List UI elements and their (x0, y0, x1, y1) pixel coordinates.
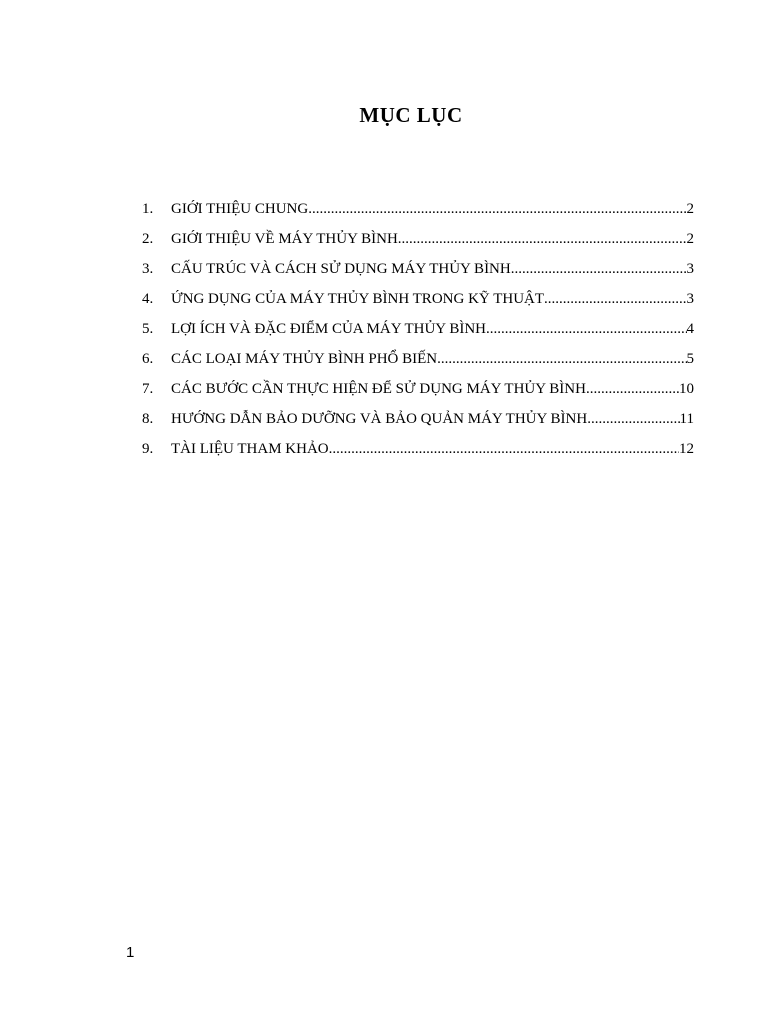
toc-entry-page: 2 (686, 231, 694, 247)
table-of-contents (142, 198, 694, 468)
toc-entry[interactable] (142, 318, 694, 348)
toc-entry-label: CÁC LOẠI MÁY THỦY BÌNH PHỔ BIẾN (171, 351, 438, 367)
toc-dot-leader (437, 348, 686, 370)
toc-dot-leader (398, 228, 687, 250)
toc-dot-leader (544, 288, 686, 310)
toc-dot-leader (486, 318, 687, 340)
toc-entry[interactable] (142, 198, 694, 228)
toc-entry-number: 5. (142, 321, 154, 337)
toc-entry-number: 1. (142, 201, 154, 217)
toc-dot-leader (308, 198, 686, 220)
toc-entry-number: 9. (142, 441, 154, 457)
page-number: 1 (126, 944, 135, 961)
toc-entry-label: CÁC BƯỚC CẦN THỰC HIỆN ĐỂ SỬ DỤNG MÁY THỦY BÌNH (171, 381, 586, 397)
toc-entry[interactable] (142, 258, 694, 288)
toc-dot-leader (329, 438, 679, 460)
toc-entry-number: 7. (142, 381, 154, 397)
toc-entry-label: ỨNG DỤNG CỦA MÁY THỦY BÌNH TRONG KỸ THUẬT (171, 291, 545, 307)
toc-dot-leader (586, 378, 679, 400)
toc-entry-page: 5 (686, 351, 694, 367)
toc-entry-number: 3. (142, 261, 154, 277)
toc-entry-label: GIỚI THIỆU CHUNG (171, 201, 309, 217)
toc-entry-label: HƯỚNG DẪN BẢO DƯỠNG VÀ BẢO QUẢN MÁY THỦY BÌNH (171, 411, 588, 427)
toc-entry-page: 3 (686, 291, 694, 307)
toc-entry-label: GIỚI THIỆU VỀ MÁY THỦY BÌNH (171, 231, 398, 247)
toc-entry-number: 6. (142, 351, 154, 367)
toc-entry[interactable] (142, 288, 694, 318)
toc-entry-number: 4. (142, 291, 154, 307)
toc-entry[interactable] (142, 408, 694, 438)
toc-entry[interactable] (142, 348, 694, 378)
toc-entry-page: 12 (679, 441, 694, 457)
toc-entry-label: TÀI LIỆU THAM KHẢO (171, 441, 329, 457)
toc-entry[interactable] (142, 228, 694, 258)
toc-entry-page: 4 (686, 321, 694, 337)
toc-entry[interactable] (142, 438, 694, 468)
toc-entry-page: 2 (686, 201, 694, 217)
toc-entry-label: CẤU TRÚC VÀ CÁCH SỬ DỤNG MÁY THỦY BÌNH (171, 261, 511, 277)
page-title: MỤC LỤC (359, 103, 463, 127)
toc-entry[interactable] (142, 378, 694, 408)
toc-dot-leader (587, 408, 679, 430)
toc-entry-page: 11 (679, 411, 694, 427)
toc-entry-number: 2. (142, 231, 154, 247)
toc-entry-number: 8. (142, 411, 154, 427)
toc-dot-leader (511, 258, 687, 280)
toc-entry-label: LỢI ÍCH VÀ ĐẶC ĐIỂM CỦA MÁY THỦY BÌNH (171, 321, 486, 337)
toc-entry-page: 10 (679, 381, 694, 397)
toc-entry-page: 3 (686, 261, 694, 277)
